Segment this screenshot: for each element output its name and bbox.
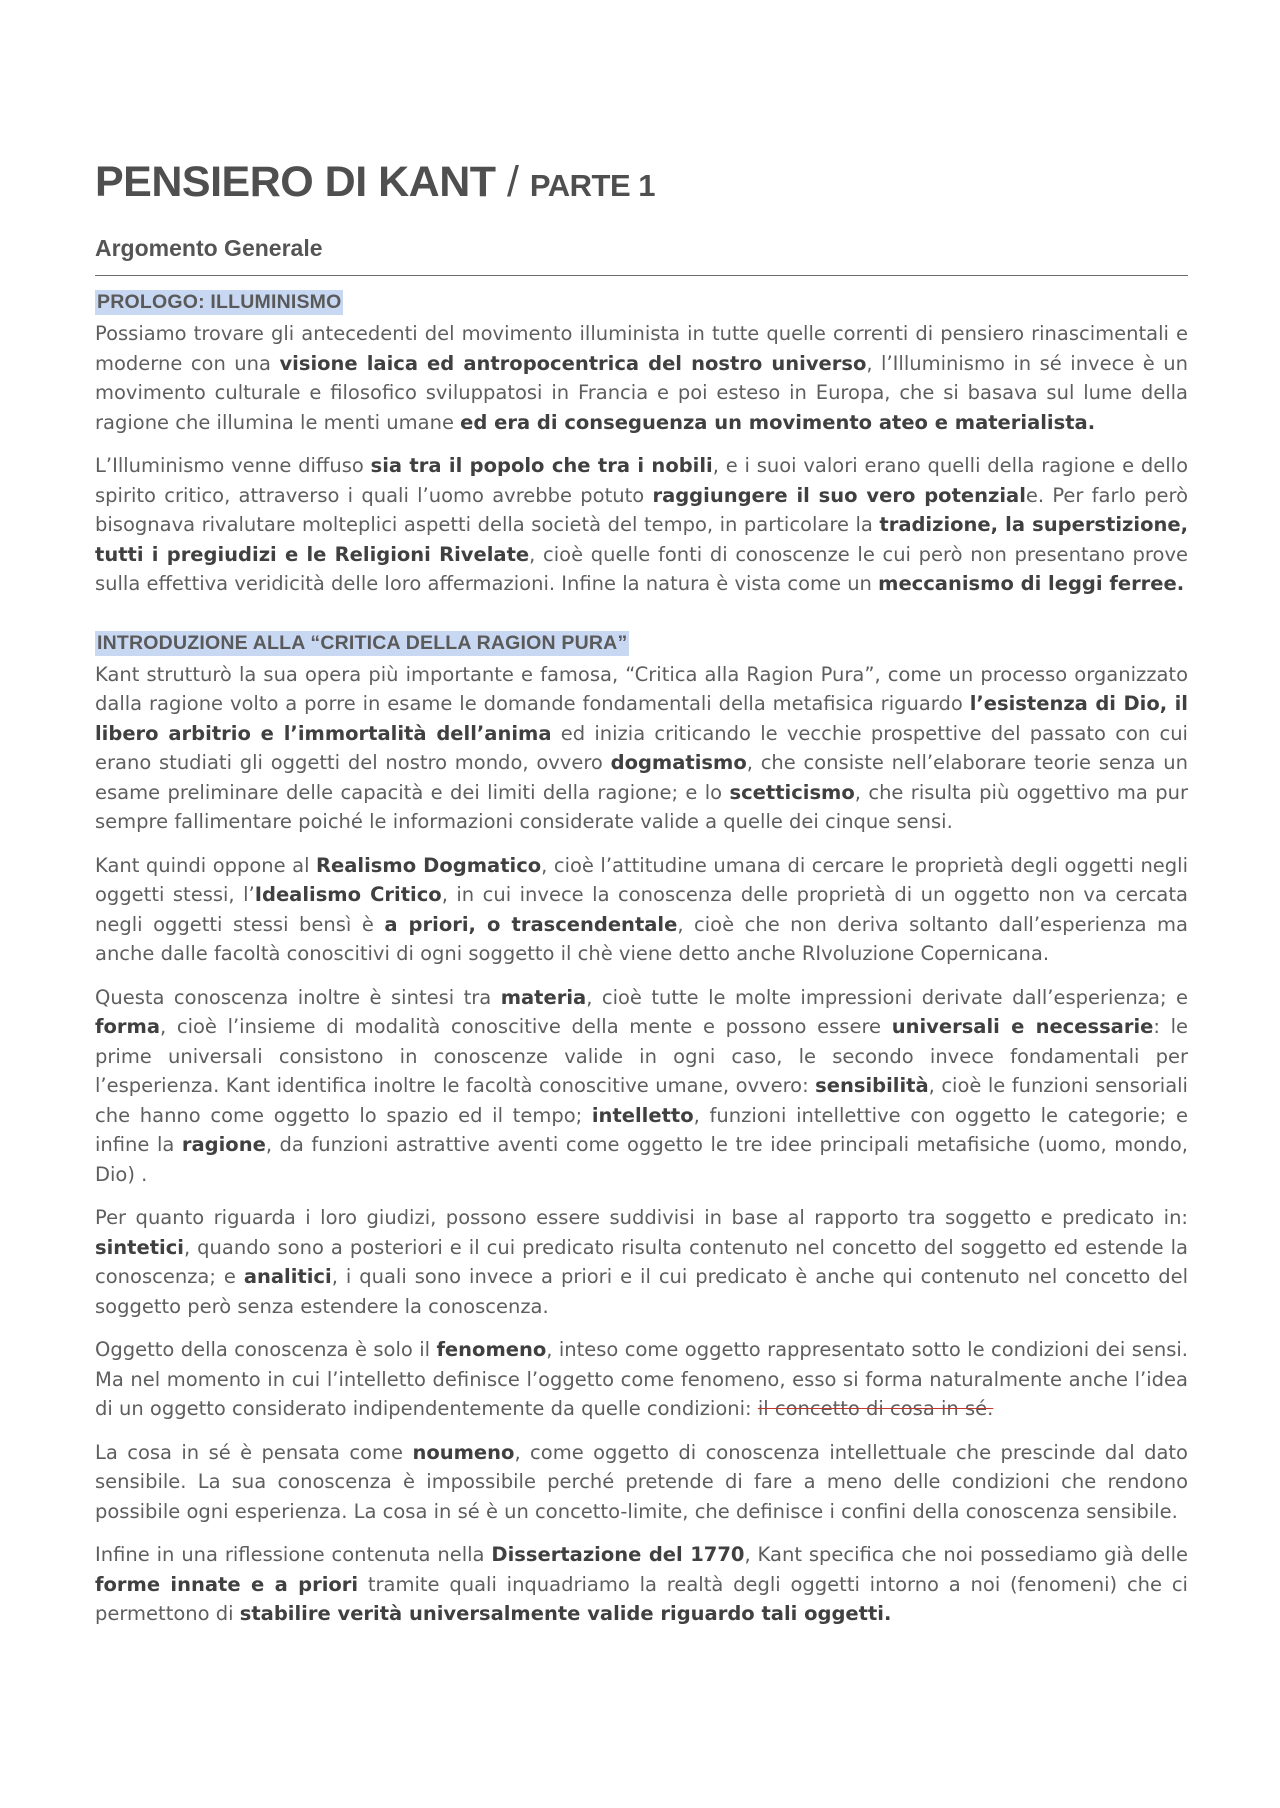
title-separator: / <box>495 158 530 206</box>
text-run: , cioè l’insieme di modalità conoscitive della mente e possono essere <box>159 1015 892 1038</box>
bold-text: noumeno <box>412 1440 515 1464</box>
bold-text: fenomeno <box>436 1338 547 1361</box>
paragraph <box>95 851 1188 969</box>
text-run: Kant quindi oppone al <box>95 853 317 877</box>
bold-text: Realismo Dogmatico <box>316 853 542 877</box>
paragraph <box>95 1335 1188 1424</box>
text-run: L’Illuminismo venne diffuso <box>95 454 371 477</box>
text-run: , da funzioni astrattive aventi come oggetto le tre idee principali metafisiche (uomo, mondo, Dio) . <box>95 1133 1188 1186</box>
document-page <box>95 150 1188 1629</box>
title-part: PARTE 1 <box>529 168 656 203</box>
text-run: , in cui invece la conoscenza delle proprietà di un oggetto non va cercata negli oggetti stessi bensì è <box>95 883 1188 936</box>
text-run: ed inizia criticando le vecchie prospettive del passato con cui erano studiati gli oggetti del nostro mondo, ovvero <box>95 721 1188 774</box>
bold-text: a priori, o trascendentale <box>384 912 678 936</box>
page-subtitle: Argomento Generale <box>95 235 323 261</box>
text-run: , funzioni intellettive con oggetto le categorie; e infine la <box>95 1103 1188 1156</box>
text-run: Kant strutturò la sua opera più importante e famosa, “Critica alla Ragion Pura”, come un processo organizzato dalla ragione volto a porre in esame le domande fondamentali della metafisica riguardo <box>95 662 1188 715</box>
page-title <box>95 158 1188 207</box>
bold-text: ed era di conseguenza un movimento ateo e materialista. <box>460 410 1096 434</box>
bold-text: stabilire verità universalmente valide riguardo tali oggetti. <box>239 1602 892 1625</box>
bold-text: sintetici <box>95 1235 184 1259</box>
paragraph <box>95 983 1188 1190</box>
text-run: La cosa in sé è pensata come <box>95 1440 413 1464</box>
section-heading: PROLOGO: ILLUMINISMO <box>97 291 342 313</box>
paragraph <box>95 660 1188 837</box>
text-run: , cioè le funzioni sensoriali che hanno come oggetto lo spazio ed il tempo; <box>95 1074 1188 1127</box>
text-run: , quando sono a posteriori e il cui predicato risulta contenuto nel concetto del soggetto ed estende la conoscenza; e <box>95 1235 1188 1288</box>
bold-text: Dissertazione del 1770 <box>491 1543 745 1566</box>
section-critica <box>95 631 1188 1629</box>
text-run: Oggetto della conoscenza è solo il <box>95 1338 437 1361</box>
paragraph <box>95 319 1188 437</box>
bold-text: intelletto <box>591 1103 694 1127</box>
text-run: Per quanto riguarda i loro giudizi, possono essere suddivisi in base al rapporto tra soggetto e predicato in: <box>95 1206 1188 1229</box>
bold-text: sensibilità <box>815 1074 929 1097</box>
bold-text: forme innate e a priori <box>95 1572 359 1596</box>
bold-text: materia <box>500 985 587 1009</box>
text-run: , l’Illuminismo in sé invece è un movimento culturale e filosofico sviluppatosi in Francia e poi esteso in Europa, che si basava sul lume della ragione che illumina le menti umane <box>95 351 1188 434</box>
bold-text: scetticismo <box>729 780 855 804</box>
text-run: , i quali sono invece a priori e il cui predicato è anche qui contenuto nel concetto del soggetto però senza estendere la conoscenza. <box>95 1265 1189 1318</box>
bold-text: tradizione, la superstizione, tutti i pregiudizi e le Religioni Rivelate <box>95 513 1188 566</box>
text-run: Infine in una riflessione contenuta nella <box>95 1543 492 1566</box>
title-main: PENSIERO DI KANT <box>95 158 496 206</box>
bold-text: meccanismo di leggi ferree. <box>878 572 1185 595</box>
section-illuminismo <box>95 290 1188 599</box>
text-run: , cioè tutte le molte impressioni derivate dall’esperienza; e <box>586 985 1189 1009</box>
paragraph <box>95 1438 1188 1527</box>
text-run: , che consiste nell’elaborare teorie senza un esame preliminare delle capacità e dei limiti della ragione; e lo <box>95 751 1188 804</box>
text-run: , cioè che non deriva soltanto dall’esperienza ma anche dalle facoltà conoscitivi di ogni soggetto il chè viene detto anche RIvoluzione Copernicana. <box>95 912 1188 965</box>
bold-text: Idealismo Critico <box>254 883 442 906</box>
text-run: tramite quali inquadriamo la realtà degli oggetti intorno a noi (fenomeni) che ci permettono di <box>95 1572 1188 1625</box>
title-divider <box>95 275 1188 276</box>
text-run: , come oggetto di conoscenza intellettuale che prescinde dal dato sensibile. La sua conoscenza è impossibile perché pretende di fare a meno delle condizioni che rendono possibile ogni esperienza. La cosa in sé è un concetto-limite, che definisce i confini della conoscenza sensibile. <box>95 1440 1188 1523</box>
strikethrough-text: il concetto di cosa in sé. <box>757 1397 994 1420</box>
bold-text: raggiungere il suo vero potenzial <box>652 483 1026 507</box>
text-run: Possiamo trovare gli antecedenti del movimento illuminista in tutte quelle correnti di pensiero rinascimentali e moderne con una <box>95 322 1188 375</box>
bold-text: dogmatismo <box>610 751 747 774</box>
text-run: , e i suoi valori erano quelli della ragione e dello spirito critico, attraverso i quali l’uomo avrebbe potuto <box>95 454 1189 507</box>
bold-text: l’esistenza di Dio, il libero arbitrio e l’immortalità dell’anima <box>95 692 1188 745</box>
text-run: , inteso come oggetto rappresentato sotto le condizioni dei sensi. Ma nel momento in cui l’intelletto definisce l’oggetto come fenomeno, esso si forma naturalmente anche l’idea di un oggetto considerato indipendentemente da quelle condizioni: <box>95 1338 1188 1420</box>
bold-text: visione laica ed antropocentrica del nostro universo <box>279 351 867 375</box>
bold-text: forma <box>95 1015 160 1038</box>
text-run: , che risulta più oggettivo ma pur sempre fallimentare poiché le informazioni considerate valide a quelle dei cinque sensi. <box>95 780 1188 833</box>
text-run: , cioè l’attitudine umana di cercare le proprietà degli oggetti negli oggetti stessi, l’ <box>95 853 1189 906</box>
section-heading: INTRODUZIONE ALLA “CRITICA DELLA RAGION PURA” <box>97 631 628 654</box>
bold-text: sia tra il popolo che tra i nobili <box>370 454 713 477</box>
paragraph <box>95 1203 1188 1321</box>
text-run: e. Per farlo però bisognava rivalutare molteplici aspetti della società del tempo, in particolare la <box>95 483 1189 536</box>
bold-text: ragione <box>181 1133 266 1156</box>
text-run: , Kant specifica che noi possediamo già delle <box>744 1543 1188 1566</box>
text-run: : le prime universali consistono in conoscenze valide in ogni caso, le secondo invece fondamentali per l’esperienza. Kant identifica inoltre le facoltà conoscitive umane, ovvero: <box>95 1015 1189 1097</box>
bold-text: analitici <box>243 1265 332 1288</box>
paragraph <box>95 451 1188 599</box>
text-run: Questa conoscenza inoltre è sintesi tra <box>95 985 501 1009</box>
text-run: , cioè quelle fonti di conoscenze le cui però non presentano prove sulla effettiva veridicità delle loro affermazioni. Infine la natura è vista come un <box>95 542 1188 595</box>
bold-text: universali e necessarie <box>891 1015 1154 1038</box>
paragraph <box>95 1540 1188 1629</box>
